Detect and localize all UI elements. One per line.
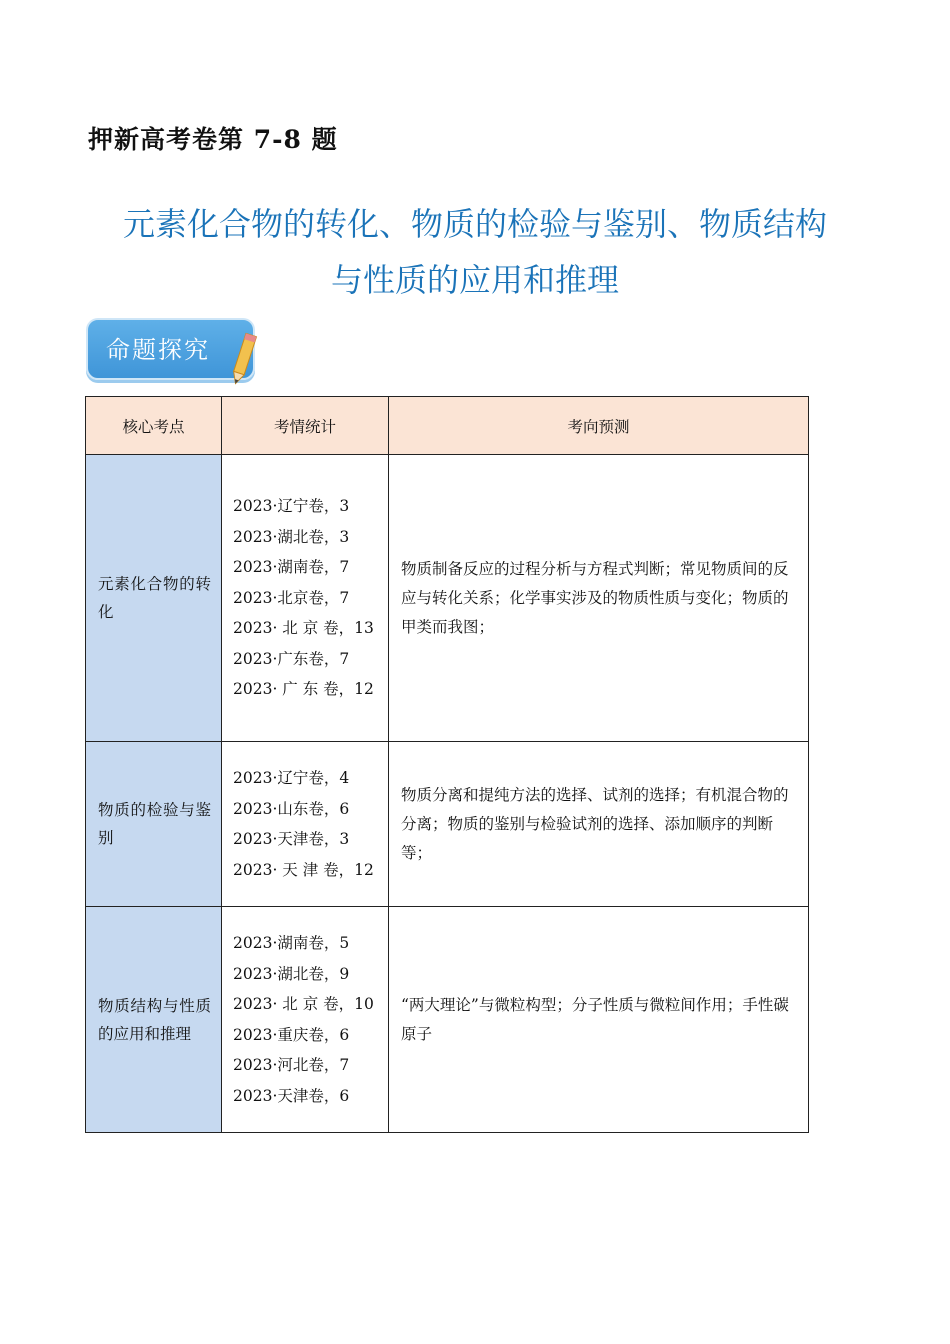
source-item: 2023·湖南卷，7 <box>233 558 350 577</box>
source-item: 2023·北京卷，7 <box>233 588 350 607</box>
title-line-1: 元素化合物的转化、物质的检验与鉴别、物质结构 <box>122 205 827 243</box>
sources-cell <box>222 455 389 742</box>
table-row <box>86 907 809 1133</box>
source-item: 2023·天津卷，6 <box>233 1086 350 1105</box>
page-title <box>60 196 890 308</box>
pencil-icon <box>226 330 262 388</box>
source-item: 2023·湖北卷，3 <box>233 527 350 546</box>
header-core-point: 核心考点 <box>86 397 222 455</box>
source-item: 2023·辽宁卷，4 <box>233 769 350 787</box>
sources-cell <box>222 742 389 907</box>
table-header-row <box>86 397 809 455</box>
exam-analysis-table <box>85 396 809 1133</box>
question-kicker: 押新高考卷第 7-8 题 <box>88 125 338 154</box>
title-line-2: 与性质的应用和推理 <box>330 261 619 299</box>
source-item: 2023·天津卷，3 <box>233 830 350 848</box>
header-prediction: 考向预测 <box>389 397 809 455</box>
source-item: 2023·山东卷，6 <box>233 799 350 818</box>
badge-label: 命题探究 <box>106 336 210 364</box>
topic-cell: 物质的检验与鉴别 <box>86 742 222 907</box>
source-item: 2023·河北卷，7 <box>233 1056 350 1074</box>
header-statistics: 考情统计 <box>222 397 389 455</box>
prediction-cell: “两大理论”与微粒构型；分子性质与微粒间作用；手性碳原子 <box>389 907 809 1133</box>
source-item: 2023· 广 东 卷，12 <box>233 680 374 699</box>
sources-cell <box>222 907 389 1133</box>
topic-cell: 元素化合物的转化 <box>86 455 222 742</box>
table-row <box>86 455 809 742</box>
topic-cell: 物质结构与性质的应用和推理 <box>86 907 222 1133</box>
source-item: 2023·广东卷，7 <box>233 649 350 668</box>
source-item: 2023· 北 京 卷，10 <box>233 995 374 1013</box>
source-item: 2023· 天 津 卷，12 <box>233 860 374 879</box>
source-item: 2023· 北 京 卷，13 <box>233 619 374 638</box>
prediction-cell: 物质制备反应的过程分析与方程式判断；常见物质间的反应与转化关系；化学事实涉及的物质性质与变化；物质的甲类而我图； <box>389 455 809 742</box>
prediction-cell: 物质分离和提纯方法的选择、试剂的选择；有机混合物的分离；物质的鉴别与检验试剂的选择、添加顺序的判断等； <box>389 742 809 907</box>
source-item: 2023·湖北卷，9 <box>233 964 350 983</box>
source-item: 2023·湖南卷，5 <box>233 934 350 952</box>
section-badge <box>86 318 266 388</box>
source-item: 2023·重庆卷，6 <box>233 1025 350 1044</box>
source-item: 2023·辽宁卷，3 <box>233 497 350 516</box>
table-row <box>86 742 809 907</box>
